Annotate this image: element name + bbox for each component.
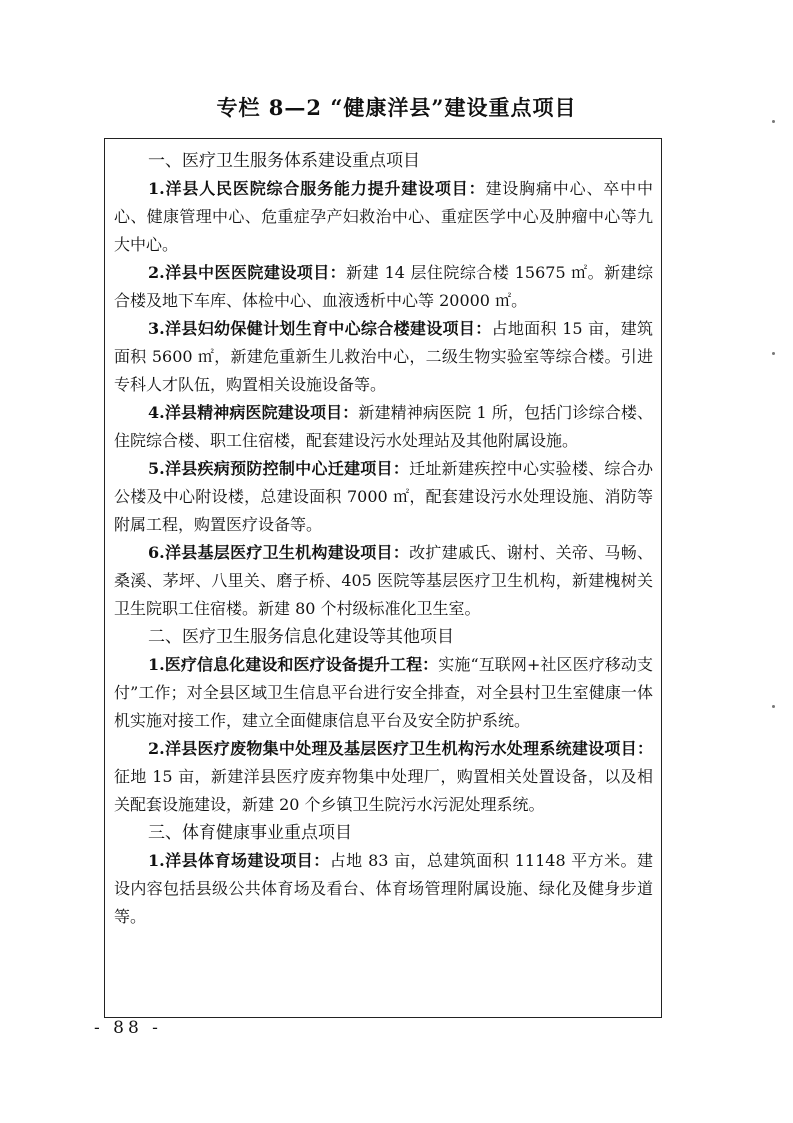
project-item-body: 征地 15 亩，新建洋县医疗废弃物集中处理厂，购置相关处置设备，以及相关配套设施建设，新建 20 个乡镇卫生院污水污泥处理系统。 <box>114 767 653 814</box>
scan-speck <box>772 352 775 355</box>
project-item <box>114 539 653 623</box>
project-item <box>114 315 653 399</box>
project-item-body: 新建 14 层住院综合楼 15675 ㎡。新建综合楼及地下车库、体检中心、血液透析中心等 20000 ㎡。 <box>114 263 653 310</box>
project-item <box>114 399 653 455</box>
project-item-body: 迁址新建疾控中心实验楼、综合办公楼及中心附设楼，总建设面积 7000 ㎡，配套建设污水处理设施、消防等附属工程，购置医疗设备等。 <box>114 459 653 534</box>
project-item-title: 5.洋县疾病预防控制中心迁建项目： <box>148 459 410 478</box>
project-item-body: 改扩建戚氏、谢村、关帝、马畅、桑溪、茅坪、八里关、磨子桥、405 医院等基层医疗卫生机构，新建槐树关卫生院职工住宿楼。新建 80 个村级标准化卫生室。 <box>114 543 653 618</box>
scan-speck <box>772 705 775 708</box>
project-item <box>114 259 653 315</box>
project-item <box>114 175 653 259</box>
project-item-title: 6.洋县基层医疗卫生机构建设项目： <box>148 543 410 562</box>
project-item <box>114 455 653 539</box>
section-heading: 一、医疗卫生服务体系建设重点项目 <box>148 151 420 171</box>
project-item-body: 占地 83 亩，总建筑面积 11148 平方米。建设内容包括县级公共体育场及看台、体育场管理附属设施、绿化及健身步道等。 <box>114 851 653 926</box>
scan-speck <box>772 120 775 123</box>
project-item-title: 4.洋县精神病医院建设项目： <box>148 403 359 422</box>
project-item-body: 实施“互联网+社区医疗移动支付”工作；对全县区域卫生信息平台进行安全排查，对全县村卫生室健康一体机实施对接工作，建立全面健康信息平台及安全防护系统。 <box>114 655 653 730</box>
project-item <box>114 651 653 735</box>
project-item-title: 1.洋县人民医院综合服务能力提升建设项目： <box>148 179 486 198</box>
project-item-title: 1.洋县体育场建设项目： <box>148 851 330 870</box>
page-title: 专栏 8—2 “健康洋县”建设重点项目 <box>216 95 577 120</box>
project-item <box>114 847 653 931</box>
project-item-body: 建设胸痛中心、卒中中心、健康管理中心、危重症孕产妇救治中心、重症医学中心及肿瘤中心等九大中心。 <box>114 179 653 254</box>
project-item-title: 2.洋县医疗废物集中处理及基层医疗卫生机构污水处理系统建设项目： <box>148 739 653 758</box>
project-item-title: 1.医疗信息化建设和医疗设备提升工程： <box>148 655 439 674</box>
section-heading: 二、医疗卫生服务信息化建设等其他项目 <box>148 627 454 647</box>
project-item-body: 占地面积 15 亩，建筑面积 5600 ㎡，新建危重新生儿救治中心，二级生物实验室等综合楼。引进专科人才队伍，购置相关设施设备等。 <box>114 319 653 394</box>
page-number: - 88 - <box>94 1018 162 1038</box>
section-heading: 三、体育健康事业重点项目 <box>148 823 352 843</box>
project-item-body: 新建精神病医院 1 所，包括门诊综合楼、住院综合楼、职工住宿楼，配套建设污水处理站及其他附属设施。 <box>114 403 653 450</box>
project-item-title: 3.洋县妇幼保健计划生育中心综合楼建设项目： <box>148 319 492 338</box>
project-item-title: 2.洋县中医医院建设项目： <box>148 263 347 282</box>
project-item <box>114 735 653 819</box>
project-box <box>104 138 662 1018</box>
